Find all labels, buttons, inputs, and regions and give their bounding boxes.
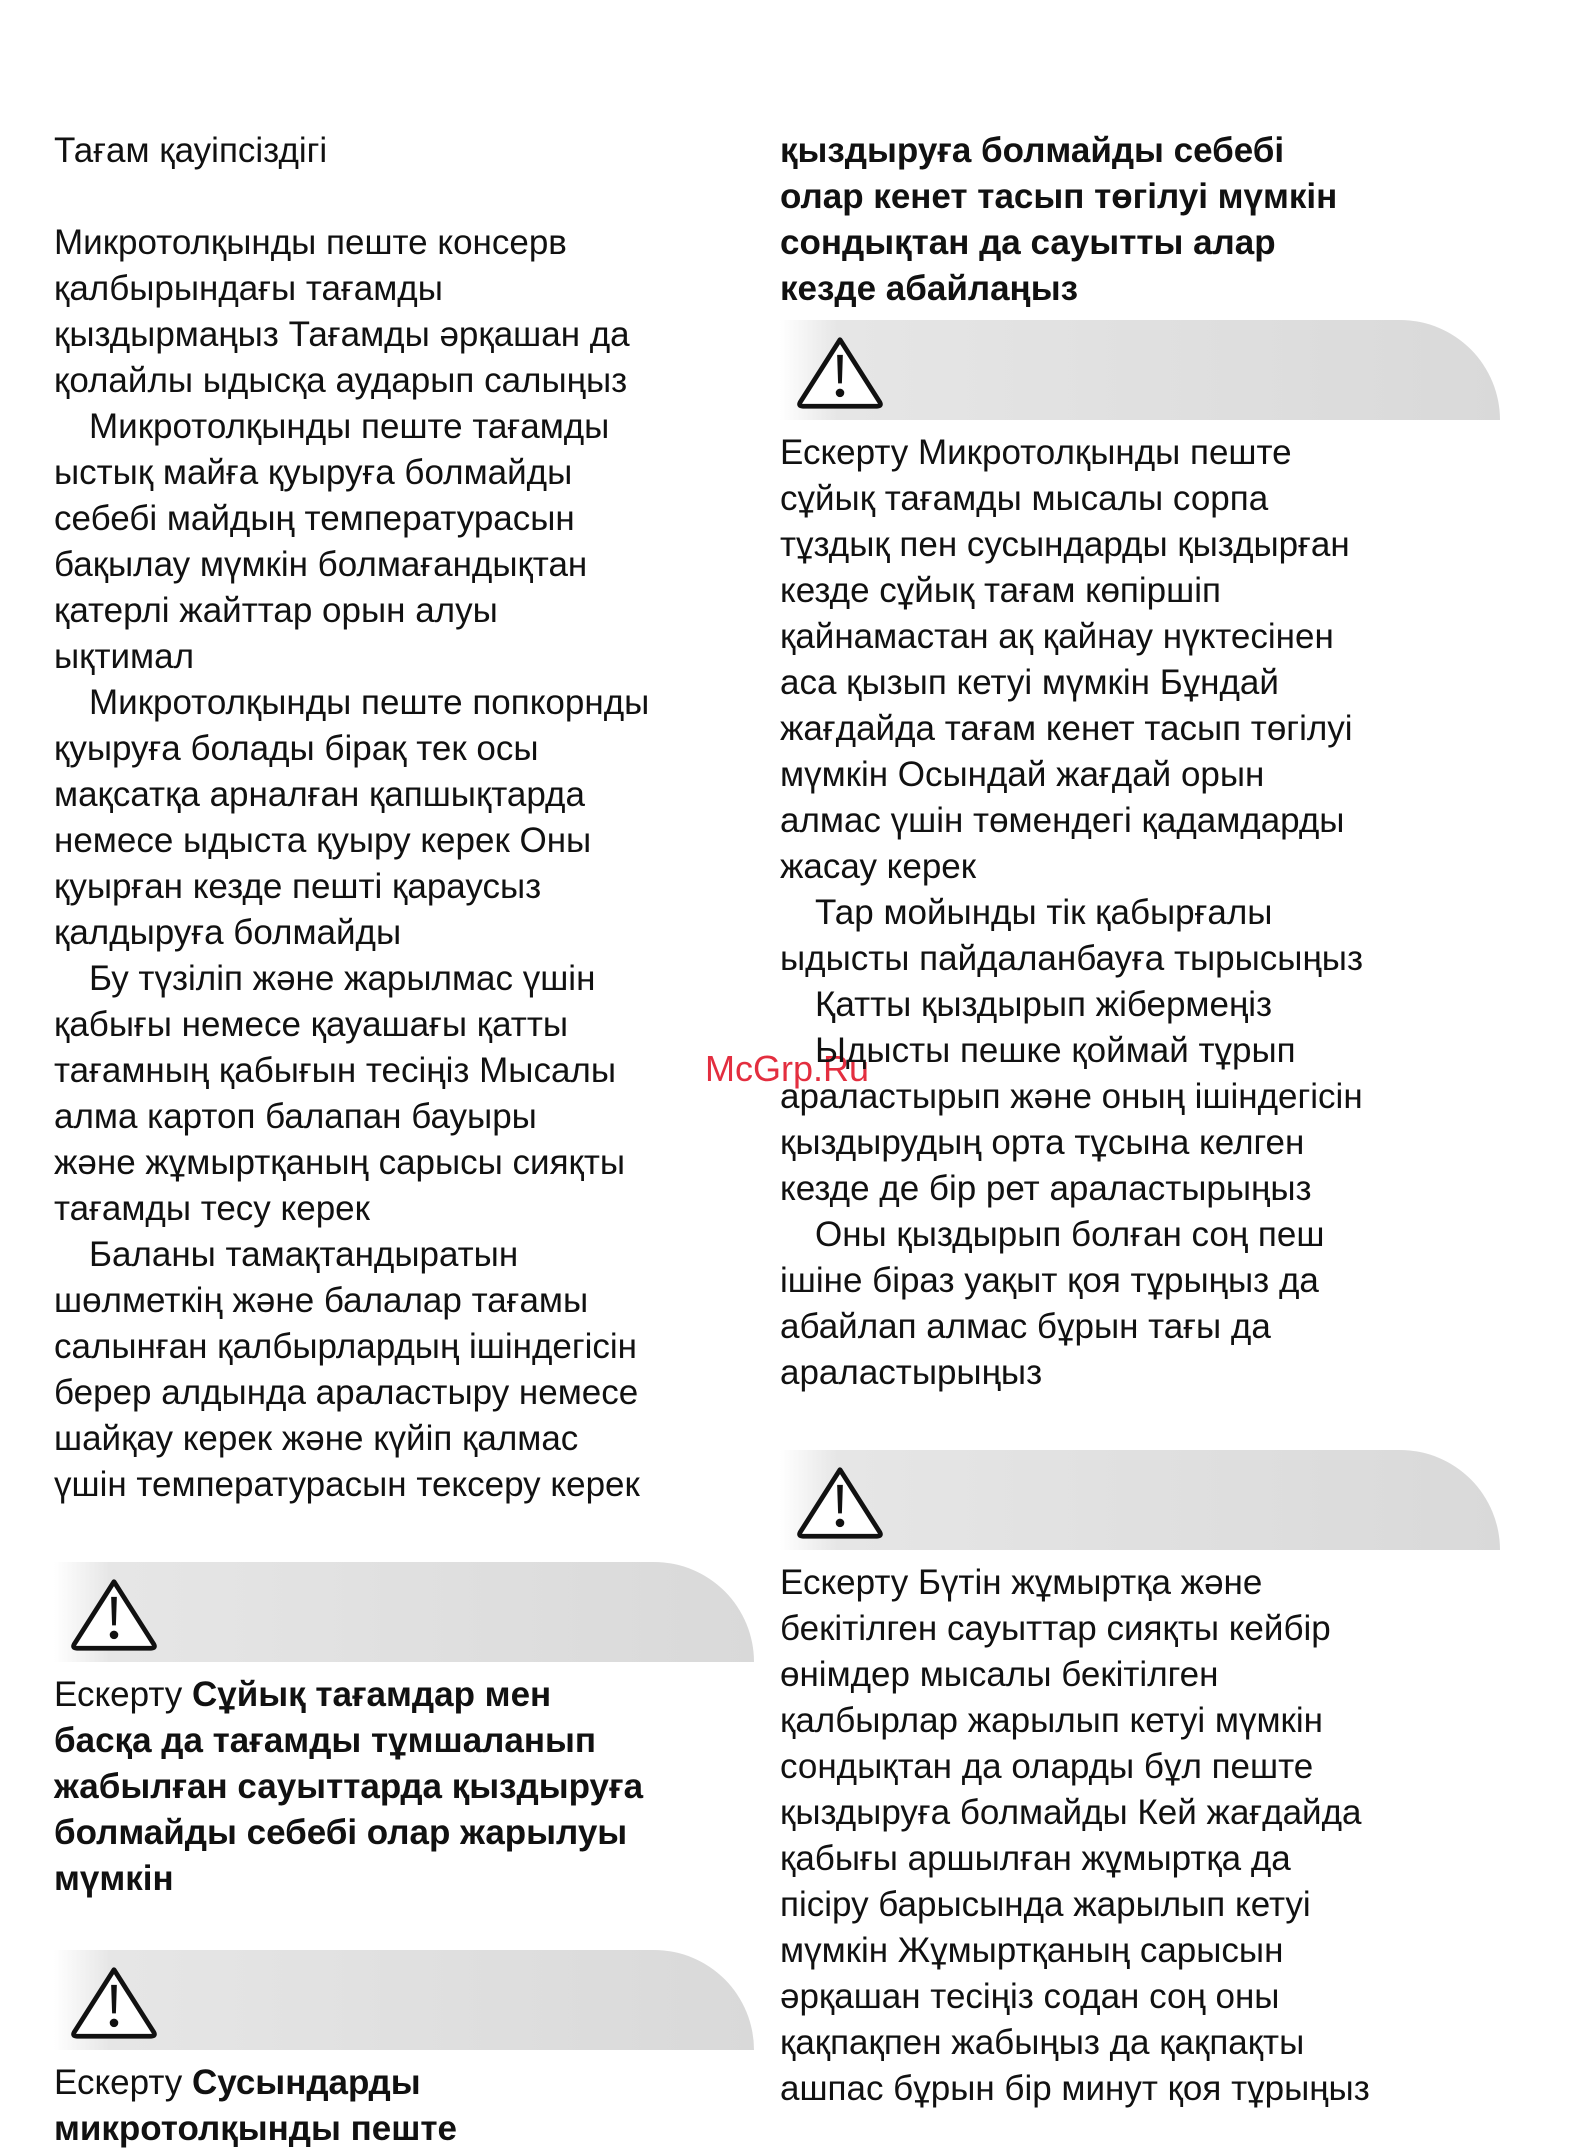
text-line: кезде де бір рет араластырыңыз [780,1169,1312,1208]
text-line: қалдыруға болмайды [54,913,402,952]
text-line: қатерлі жайттар орын алуы [54,591,498,630]
paragraph-popcorn [54,680,754,956]
warning-icon [794,334,886,410]
warning-text: микротолқынды пеште [54,2109,457,2148]
section-heading: Тағам қауіпсіздігі [54,131,328,170]
text-line: Тар мойынды тік қабырғалы [815,893,1273,932]
text-line: Баланы тамақтандыратын [89,1235,519,1274]
text-line: қабығы немесе қауашағы қатты [54,1005,569,1044]
text-line: қалбырлар жарылып кетуі мүмкін [780,1701,1323,1740]
text-line: қуырған кезде пешті қараусыз [54,867,542,906]
text-line: жасау керек [780,847,977,886]
warning-text: мүмкін [54,1859,174,1898]
step-heating [780,982,1500,1028]
text-line: тұздық пен сусындарды қыздырған [780,525,1350,564]
text-line: қыздырудың орта тұсына келген [780,1123,1305,1162]
warning-text: басқа да тағамды тұмшаланып [54,1721,597,1760]
paragraph-pierce-skin [54,956,754,1232]
text-line: Микротолқынды пеште тағамды [89,407,610,446]
text-line: абайлап алмас бұрын тағы да [780,1307,1271,1346]
text-line: араластырыңыз [780,1353,1043,1392]
warning-text: кезде абайлаңыз [780,269,1078,308]
text-line: Қатты қыздырып жібермеңіз [815,985,1273,1024]
text-line: немесе ыдыста қуыру керек Оны [54,821,592,860]
step-stir [780,1028,1500,1212]
text-line: тағамды тесу керек [54,1189,370,1228]
step-stand [780,1212,1500,1396]
text-line: бекітілген сауыттар сияқты кейбір [780,1609,1331,1648]
text-line: ішіне біраз уақыт қоя тұрыңыз да [780,1261,1319,1300]
warning-banner [54,1562,754,1662]
text-line: ашпас бұрын бір минут қоя тұрыңыз [780,2069,1370,2108]
warning-icon [68,1964,160,2040]
text-line: ыдысты пайдаланбауға тырысыңыз [780,939,1363,978]
text-line: Ыдысты пешке қоймай тұрып [815,1031,1296,1070]
text-line: өнімдер мысалы бекітілген [780,1655,1219,1694]
text-line: ықтимал [54,637,194,676]
text-line: сондықтан да оларды бұл пеште [780,1747,1314,1786]
warning-beverages-continued [780,128,1500,312]
text-line: шөлметкің және балалар тағамы [54,1281,589,1320]
text-line: шайқау керек және күйіп қалмас [54,1419,579,1458]
warning-icon [68,1576,160,1652]
text-line: Ескерту Микротолқынды пеште [780,433,1292,472]
text-line: қайнамастан ақ қайнау нүктесінен [780,617,1334,656]
warning-icon [794,1464,886,1540]
text-line: алма картоп балапан бауыры [54,1097,537,1136]
text-line: мүмкін Жұмыртқаның сарысын [780,1931,1284,1970]
text-line: қолайлы ыдысқа аударып салыңыз [54,361,628,400]
text-line: қуыруға болады бірақ тек осы [54,729,539,768]
warning-text: болмайды себебі олар жарылуы [54,1813,628,1852]
warning-banner [780,320,1500,420]
text-line: қақпақпен жабыңыз да қақпақты [780,2023,1305,2062]
text-line: ыстық майға қуыруға болмайды [54,453,573,492]
text-line: Микротолқынды пеште попкорнды [89,683,650,722]
text-line: алмас үшін төмендегі қадамдарды [780,801,1345,840]
warning-banner [780,1450,1500,1550]
text-line: Оны қыздырып болған соң пеш [815,1215,1325,1254]
left-column [54,128,754,2152]
text-line: үшін температурасын тексеру керек [54,1465,640,1504]
text-line: аса қызып кетуі мүмкін Бұндай [780,663,1279,702]
text-line: қабығы аршылған жұмыртқа да [780,1839,1291,1878]
warning-text: қыздыруға болмайды себебі [780,131,1285,170]
warning-eggs [780,1560,1500,2112]
watermark: McGrp.Ru [705,1048,870,1089]
warning-text: олар кенет тасып төгілуі мүмкін [780,177,1338,216]
text-line: Бу түзіліп және жарылмас үшін [89,959,596,998]
right-column [780,128,1500,2112]
text-line: мақсатқа арналған қапшықтарда [54,775,585,814]
paragraph-baby-food [54,1232,754,1508]
text-line: араластырып және оның ішіндегісін [780,1077,1363,1116]
text-line: және жұмыртқаның сарысы сияқты [54,1143,626,1182]
warning-superheating [780,430,1500,890]
warning-prefix: Ескерту [54,1675,192,1714]
text-line: берер алдында араластыру немесе [54,1373,639,1412]
text-line: тағамның қабығын тесіңіз Мысалы [54,1051,616,1090]
warning-text: жабылған сауыттарда қыздыруға [54,1767,644,1806]
text-line: кезде сұйық тағам көпіршіп [780,571,1221,610]
text-line: Ескерту Бүтін жұмыртқа және [780,1563,1263,1602]
text-line: себебі майдың температурасын [54,499,575,538]
text-line: бақылау мүмкін болмағандықтан [54,545,588,584]
warning-sealed-containers [54,1672,754,1902]
step-container [780,890,1500,982]
paragraph-canned-food [54,220,754,404]
text-line: сұйық тағамды мысалы сорпа [780,479,1269,518]
text-line: әрқашан тесіңіз содан соң оны [780,1977,1280,2016]
text-line: салынған қалбырлардың ішіндегісін [54,1327,638,1366]
warning-beverages [54,2060,754,2152]
text-line: мүмкін Осындай жағдай орын [780,755,1265,794]
text-line: қыздырмаңыз Тағамды әрқашан да [54,315,630,354]
paragraph-deep-frying [54,404,754,680]
warning-text: Сусындарды [191,2063,421,2102]
warning-text: Сұйық тағамдар мен [191,1675,552,1714]
text-line: қыздыруға болмайды Кей жағдайда [780,1793,1362,1832]
text-line: пісіру барысында жарылып кетуі [780,1885,1311,1924]
text-line: жағдайда тағам кенет тасып төгілуі [780,709,1353,748]
text-line: Микротолқынды пеште консерв [54,223,567,262]
warning-prefix: Ескерту [54,2063,192,2102]
warning-text: сондықтан да сауытты алар [780,223,1276,262]
text-line: қалбырындағы тағамды [54,269,443,308]
warning-banner [54,1950,754,2050]
